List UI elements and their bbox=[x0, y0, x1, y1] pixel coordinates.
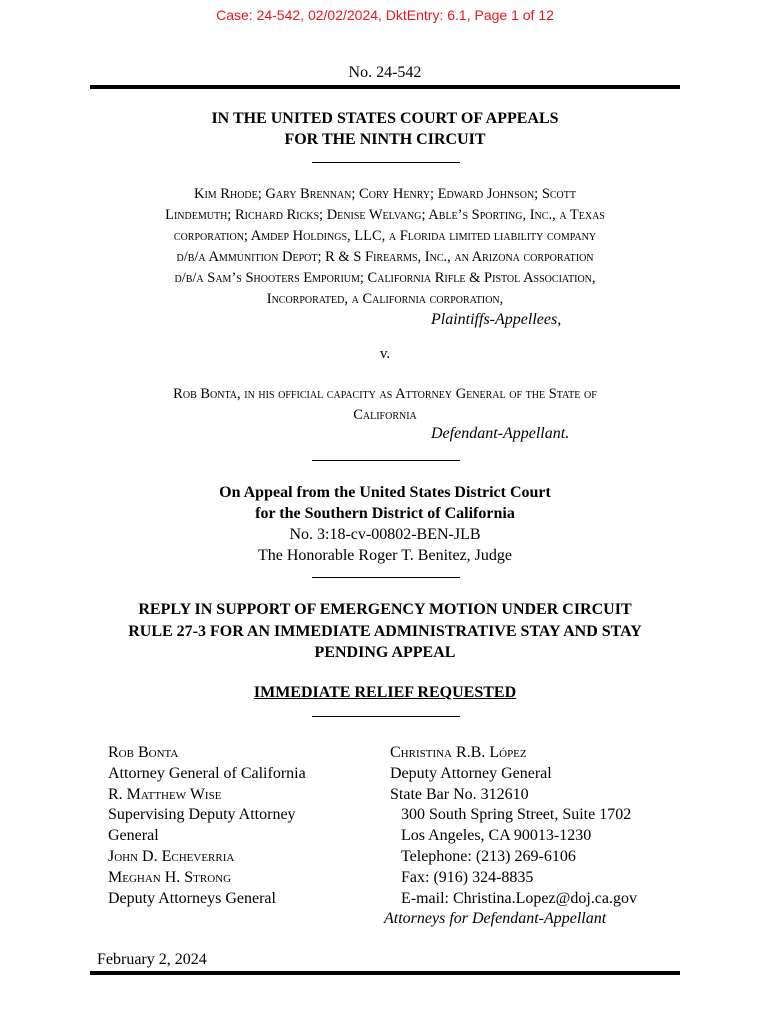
plaintiffs-line: Incorporated, a California corporation, bbox=[266, 291, 504, 307]
counsel-role: Attorneys for Defendant-Appellant bbox=[384, 910, 607, 928]
divider-1 bbox=[312, 162, 460, 163]
top-rule bbox=[90, 85, 680, 89]
plaintiffs-block bbox=[0, 184, 770, 310]
email: E-mail: Christina.Lopez@doj.ca.gov bbox=[401, 889, 638, 907]
state-bar-number: State Bar No. 312610 bbox=[390, 785, 529, 803]
address-line-1: 300 South Spring Street, Suite 1702 bbox=[401, 806, 632, 824]
filing-date: February 2, 2024 bbox=[97, 951, 207, 968]
court-line-1: IN THE UNITED STATES COURT OF APPEALS bbox=[211, 110, 559, 127]
appeal-line-1: On Appeal from the United States District Court bbox=[219, 484, 551, 501]
district-case-number: No. 3:18-cv-00802-BEN-JLB bbox=[289, 526, 481, 543]
plaintiffs-line: Lindemuth; Richard Ricks; Denise Welvang; Able’s Sporting, Inc., a Texas bbox=[165, 207, 605, 223]
divider-4 bbox=[312, 716, 460, 717]
appeal-line-2: for the Southern District of California bbox=[255, 505, 515, 522]
divider-3 bbox=[312, 577, 460, 578]
counsel-name: Rob Bonta bbox=[108, 744, 179, 761]
document-title bbox=[0, 599, 770, 664]
address-line-2: Los Angeles, CA 90013-1230 bbox=[401, 827, 592, 845]
counsel-name: R. Matthew Wise bbox=[108, 785, 222, 803]
defendant-role: Defendant-Appellant. bbox=[431, 425, 570, 442]
title-line-2: RULE 27-3 FOR AN IMMEDIATE ADMINISTRATIVE STAY AND STAY bbox=[128, 622, 642, 640]
versus: v. bbox=[379, 346, 391, 362]
judge-name: The Honorable Roger T. Benitez, Judge bbox=[258, 547, 512, 564]
fax: Fax: (916) 324-8835 bbox=[401, 868, 534, 886]
plaintiffs-line: d/b/a Ammunition Depot; R & S Firearms, Inc., an Arizona corporation bbox=[176, 249, 594, 265]
defendant-block bbox=[0, 384, 770, 426]
defendant-line: California bbox=[353, 407, 417, 423]
relief-requested: IMMEDIATE RELIEF REQUESTED bbox=[253, 684, 517, 701]
counsel-title: Deputy Attorney General bbox=[390, 764, 552, 782]
bottom-rule bbox=[90, 971, 680, 975]
counsel-title: Supervising Deputy Attorney bbox=[108, 806, 296, 824]
court-caption bbox=[0, 108, 770, 150]
docket-number: No. 24-542 bbox=[348, 64, 422, 81]
counsel-name: Christina R.B. López bbox=[390, 744, 527, 761]
counsel-title: General bbox=[108, 827, 159, 845]
counsel-name: Meghan H. Strong bbox=[108, 868, 232, 886]
appeal-block bbox=[0, 482, 770, 566]
title-line-1: REPLY IN SUPPORT OF EMERGENCY MOTION UNDER CIRCUIT bbox=[138, 601, 632, 618]
plaintiffs-role: Plaintiffs-Appellees, bbox=[431, 311, 562, 328]
docket-header: Case: 24-542, 02/02/2024, DktEntry: 6.1, Page 1 of 12 bbox=[216, 7, 554, 23]
plaintiffs-line: d/b/a Sam’s Shooters Emporium; California Rifle & Pistol Association, bbox=[174, 270, 596, 286]
counsel-title: Deputy Attorneys General bbox=[108, 889, 276, 907]
title-line-3: PENDING APPEAL bbox=[314, 644, 456, 661]
court-line-2: FOR THE NINTH CIRCUIT bbox=[284, 131, 486, 148]
counsel-name: John D. Echeverria bbox=[108, 847, 235, 865]
counsel-right-column bbox=[384, 743, 638, 930]
plaintiffs-line: corporation; Amdep Holdings, LLC, a Florida limited liability company bbox=[173, 228, 597, 244]
defendant-line: Rob Bonta, in his official capacity as Attorney General of the State of bbox=[173, 386, 597, 402]
counsel-title: Attorney General of California bbox=[108, 764, 306, 782]
plaintiffs-line: Kim Rhode; Gary Brennan; Cory Henry; Edward Johnson; Scott bbox=[193, 186, 576, 202]
divider-2 bbox=[312, 460, 460, 461]
telephone: Telephone: (213) 269-6106 bbox=[401, 847, 576, 865]
counsel-left-column bbox=[108, 743, 306, 909]
